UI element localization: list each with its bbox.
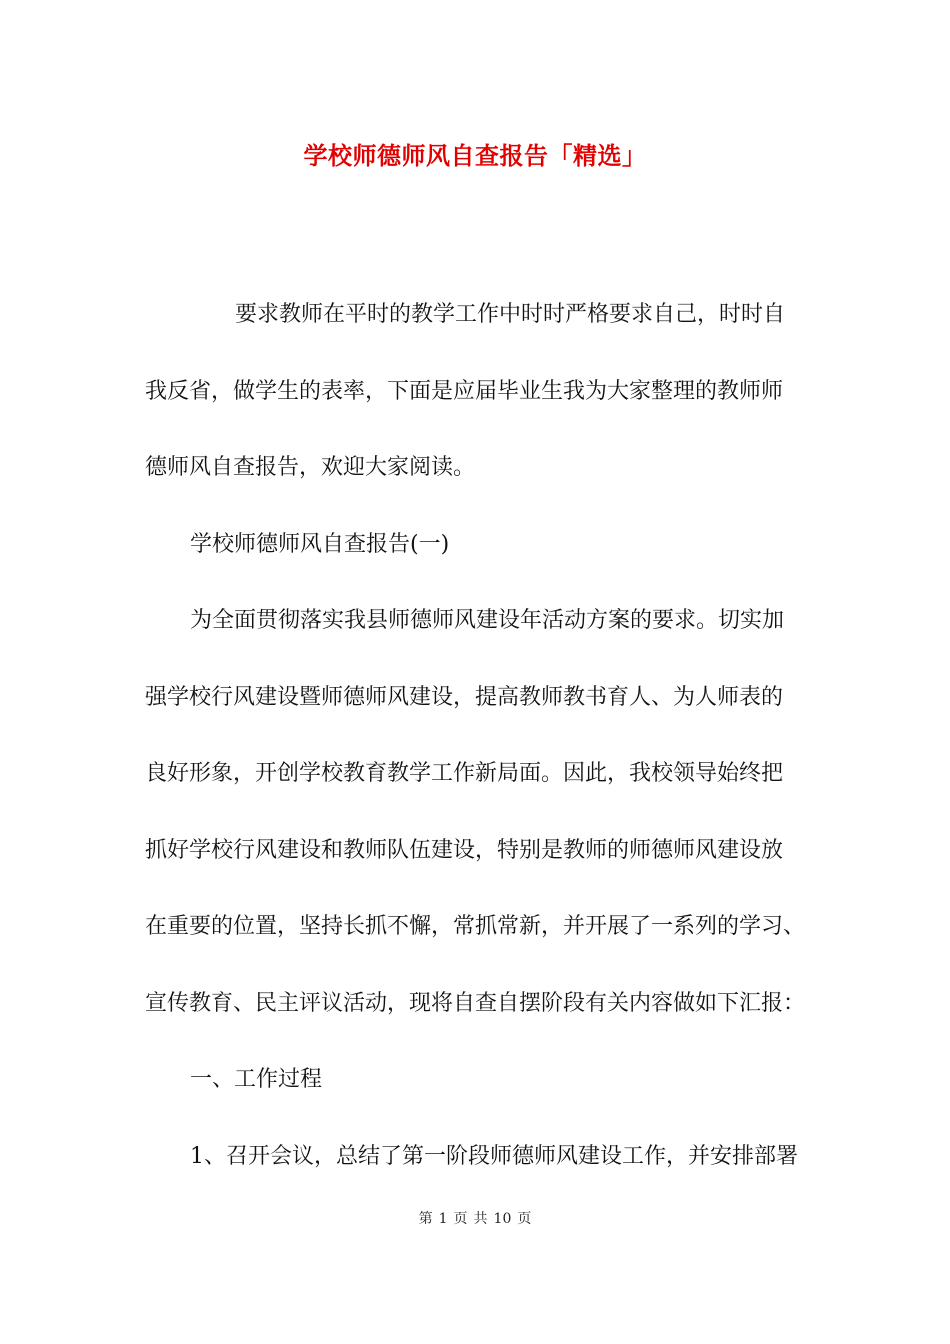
footer-total-pages: 10 (493, 1211, 512, 1227)
footer-current-page: 1 (438, 1211, 448, 1227)
footer-suffix: 页 (517, 1211, 532, 1227)
paragraph-line: 宣传教育、民主评议活动，现将自查自摆阶段有关内容做如下汇报： (145, 990, 806, 1016)
paragraph-line: 抓好学校行风建设和教师队伍建设，特别是教师的师德师风建设放 (145, 837, 784, 863)
paragraph-line: 1、召开会议，总结了第一阶段师德师风建设工作，并安排部署 (190, 1143, 798, 1169)
document-body (145, 277, 810, 1195)
document-title: 学校师德师风自查报告「精选」 (303, 141, 647, 170)
footer-total-word: 共 (473, 1211, 488, 1227)
paragraph-line: 强学校行风建设暨师德师风建设，提高教师教书育人、为人师表的 (145, 684, 784, 710)
paragraph-line: 德师风自查报告，欢迎大家阅读。 (145, 455, 476, 480)
paragraph-line: 为全面贯彻落实我县师德师风建设年活动方案的要求。切实加 (190, 608, 785, 633)
footer-page-word: 页 (453, 1211, 468, 1227)
subsection-heading: 一、工作过程 (190, 1067, 323, 1092)
paragraph-line: 我反省，做学生的表率，下面是应届毕业生我为大家整理的教师师 (145, 378, 784, 404)
footer-prefix: 第 (418, 1211, 433, 1227)
paragraph-line: 要求教师在平时的教学工作中时时严格要求自己，时时自 (235, 302, 786, 327)
section-heading: 学校师德师风自查报告(一) (190, 531, 450, 557)
paragraph-line: 良好形象，开创学校教育教学工作新局面。因此，我校领导始终把 (145, 761, 784, 786)
paragraph-line: 在重要的位置，坚持长抓不懈，常抓常新，并开展了一系列的学习、 (145, 914, 806, 939)
page-footer (0, 1208, 950, 1228)
